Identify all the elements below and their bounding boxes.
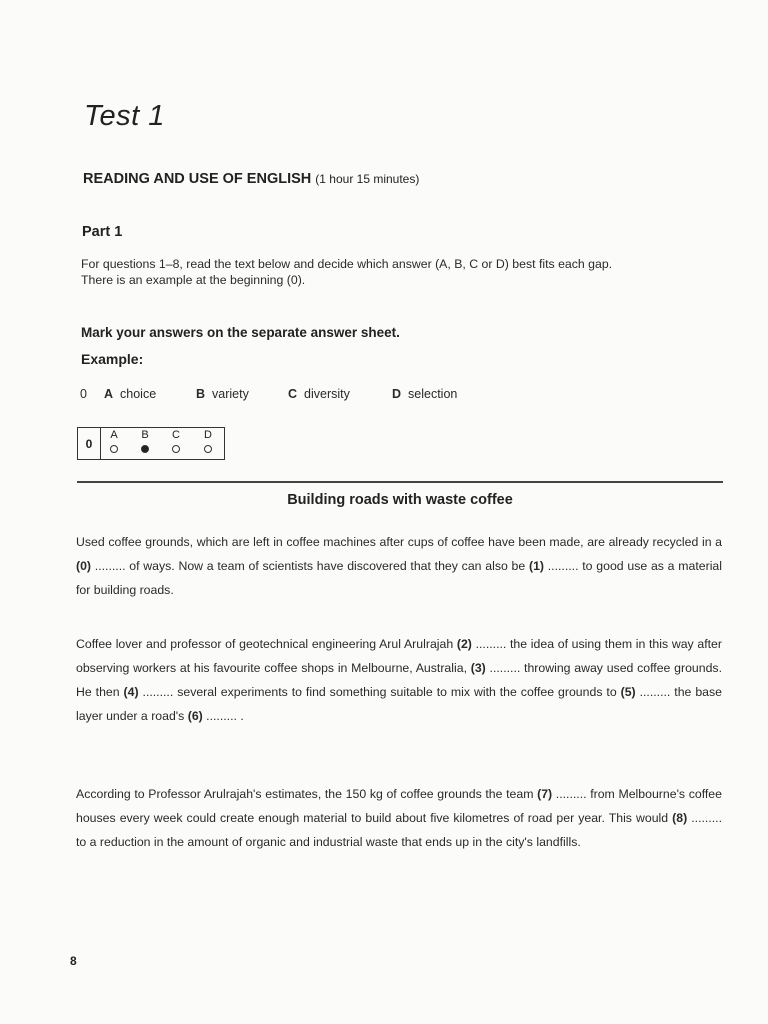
example-label: Example:: [81, 351, 144, 367]
option-text: diversity: [304, 387, 350, 401]
section-heading: [83, 171, 419, 187]
answer-bubble: [141, 445, 149, 453]
answer-cell-a: [102, 429, 126, 453]
option-text: selection: [408, 387, 458, 401]
instruction-line: For questions 1–8, read the text below and decide which answer (A, B, C or D) best fits each gap.: [81, 257, 613, 271]
gap-number: (0): [76, 559, 92, 573]
answer-letter: B: [141, 429, 149, 441]
text-paragraph-2: [76, 632, 722, 728]
option-letter: B: [196, 387, 206, 401]
answer-letter: C: [172, 429, 180, 441]
gap-number: (5): [620, 685, 636, 699]
divider-rule: [77, 481, 723, 483]
answer-letter: A: [110, 429, 118, 441]
example-option-d: [392, 387, 457, 401]
answer-letter: D: [204, 429, 212, 441]
gap-number: (8): [672, 811, 688, 825]
answer-cell-c: [164, 429, 188, 453]
option-letter: D: [392, 387, 402, 401]
option-letter: A: [104, 387, 114, 401]
gap-number: (7): [537, 787, 553, 801]
text-paragraph-1: [76, 530, 722, 602]
answer-bubble: [204, 445, 212, 453]
part-instructions: [81, 256, 741, 288]
part-title: Part 1: [82, 224, 123, 240]
example-option-c: [288, 387, 350, 401]
gap-number: (4): [123, 685, 139, 699]
answer-bubble: [172, 445, 180, 453]
example-answer-grid: [77, 427, 225, 460]
answer-grid-number: 0: [78, 428, 101, 459]
option-text: variety: [212, 387, 249, 401]
mark-instruction: Mark your answers on the separate answer sheet.: [81, 325, 400, 340]
gap-number: (6): [187, 709, 203, 723]
section-title: READING AND USE OF ENGLISH: [83, 171, 312, 187]
gap-number: (3): [470, 661, 486, 675]
answer-bubble: [110, 445, 118, 453]
example-option-b: [196, 387, 249, 401]
text-title: Building roads with waste coffee: [287, 492, 513, 508]
paragraph-text: Used coffee grounds, which are left in coffee machines after cups of coffee have been made, are already recycled in a (0) ......... of ways. Now a team of scientists have discovered that they can also be (1) ......... to good use as a material for building roads.: [76, 535, 722, 597]
option-letter: C: [288, 387, 298, 401]
test-title: Test 1: [84, 100, 165, 132]
option-text: choice: [120, 387, 157, 401]
page-number: 8: [70, 954, 77, 968]
instruction-line: There is an example at the beginning (0).: [81, 273, 306, 287]
section-duration: (1 hour 15 minutes): [315, 172, 420, 186]
example-option-a: [104, 387, 156, 401]
answer-grid-cells: [101, 428, 224, 459]
paragraph-text: According to Professor Arulrajah's estimates, the 150 kg of coffee grounds the team (7) ......... from Melbourne's coffee houses every week could create enough material to build about five kilometres of road per year. This would (8) ......... to a reduction in the amount of organic and industrial waste that ends up in the city's landfills.: [76, 787, 722, 849]
example-number: 0: [80, 387, 87, 401]
paragraph-text: Coffee lover and professor of geotechnical engineering Arul Arulrajah (2) ......... the idea of using them in this way after observing workers at his favourite coffee shops in Melbourne, Australia, (3) ......... throwing away used coffee grounds. He then (4) ......... several experiments to find something suitable to mix with the coffee grounds to (5) ......... the base layer under a road's (6) ......... .: [76, 637, 722, 723]
gap-number: (2): [456, 637, 472, 651]
text-paragraph-3: [76, 782, 722, 854]
answer-cell-d: [196, 429, 220, 453]
gap-number: (1): [528, 559, 545, 573]
answer-cell-b: [133, 429, 157, 453]
